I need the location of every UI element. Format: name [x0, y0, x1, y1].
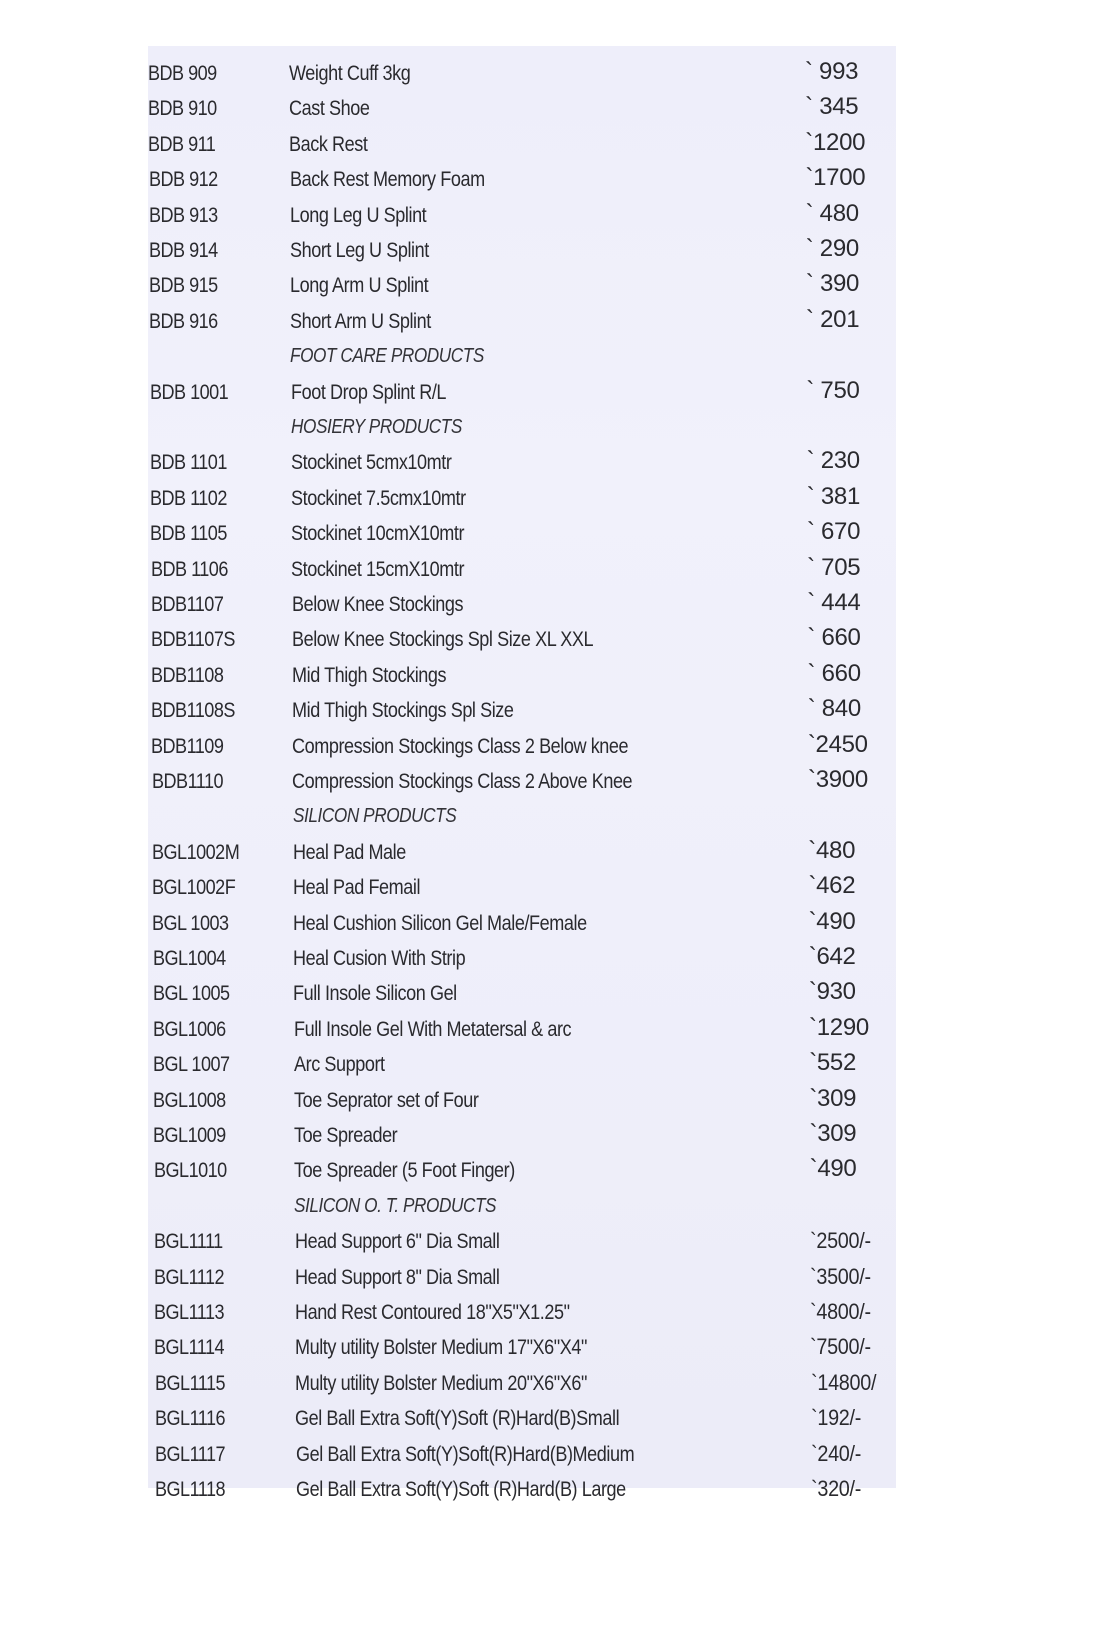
item-description: Full Insole Silicon Gel: [293, 982, 458, 1006]
price-list-item-row: [148, 907, 896, 946]
section-heading-row: [148, 345, 896, 379]
item-code: BGL1010: [153, 1159, 227, 1183]
price-list-item-row: [148, 1120, 896, 1158]
item-description: Foot Drop Splint R/L: [290, 380, 446, 404]
price-list-item-row: [148, 93, 896, 131]
price-list-item-row: [148, 1336, 896, 1370]
item-price: `552: [809, 1049, 857, 1077]
item-code: BGL1111: [153, 1230, 223, 1254]
price-list-item-row: [148, 376, 896, 415]
item-code: BDB 1102: [150, 486, 228, 510]
item-price: `480: [808, 836, 856, 864]
item-code: BGL1118: [155, 1478, 226, 1501]
item-price: `3900: [808, 766, 868, 793]
price-list-item-row: [148, 872, 896, 910]
item-code: BDB1108: [151, 663, 224, 687]
item-description: Toe Spreader (5 Foot Finger): [294, 1159, 516, 1183]
price-list-item-row: [148, 1155, 896, 1193]
item-description: Mid Thigh Stockings: [291, 663, 446, 687]
item-description: Weight Cuff 3kg: [289, 62, 411, 85]
item-code: BGL 1005: [152, 982, 230, 1006]
price-list-item-row: [148, 695, 896, 733]
item-code: BGL1116: [154, 1407, 225, 1431]
item-price: ` 705: [807, 553, 861, 581]
item-code: BDB1107: [150, 593, 224, 616]
item-price: `14800/: [810, 1369, 876, 1395]
item-description: Stockinet 15cmX10mtr: [291, 557, 465, 581]
price-list-item-row: [148, 199, 896, 238]
item-code: BGL1113: [154, 1301, 225, 1324]
item-description: Stockinet 7.5cmx10mtr: [291, 486, 466, 510]
price-list-item-row: [148, 1013, 896, 1052]
item-description: Heal Pad Femail: [292, 876, 420, 900]
item-description: Mid Thigh Stockings Spl Size: [292, 699, 514, 723]
item-description: Back Rest Memory Foam: [289, 168, 485, 192]
price-list-item-row: [148, 128, 896, 167]
item-description: Toe Spreader: [294, 1124, 398, 1147]
item-code: BDB 913: [148, 203, 218, 227]
item-price: ` 480: [805, 199, 859, 227]
item-price: `240/-: [810, 1440, 861, 1466]
item-description: Below Knee Stockings: [291, 593, 463, 616]
section-heading-row: [148, 805, 896, 839]
item-description: Arc Support: [293, 1053, 385, 1077]
item-code: BDB 914: [148, 239, 218, 262]
price-list-item-row: [148, 1263, 896, 1300]
item-description: Gel Ball Extra Soft(Y)Soft(R)Hard(B)Medium: [295, 1442, 634, 1466]
item-price: ` 230: [806, 447, 860, 475]
item-price: `490: [808, 907, 856, 935]
price-list-item-row: [148, 447, 896, 485]
price-list-page: [148, 46, 896, 1501]
item-description: Back Rest: [289, 132, 368, 156]
item-description: Compression Stockings Class 2 Above Knee: [292, 770, 633, 793]
price-list-item-row: [148, 553, 896, 592]
item-price: `490: [809, 1155, 857, 1183]
item-code: BGL1004: [152, 947, 226, 970]
price-list-item-row: [148, 1440, 896, 1477]
item-code: BGL1008: [153, 1088, 226, 1112]
item-code: BGL 1003: [152, 911, 229, 935]
item-code: BDB 915: [149, 274, 218, 298]
item-price: ` 444: [807, 589, 861, 616]
item-description: Gel Ball Extra Soft(Y)Soft (R)Hard(B)Small: [295, 1407, 620, 1431]
item-code: BDB 916: [149, 309, 218, 333]
section-heading-row: [148, 1195, 896, 1229]
item-description: Long Leg U Splint: [289, 203, 426, 227]
item-code: BGL1009: [153, 1124, 227, 1147]
item-price: `2450: [807, 730, 868, 758]
item-description: Short Arm U Splint: [290, 309, 431, 333]
item-description: Multy utility Bolster Medium 17"X6"X4": [295, 1336, 588, 1360]
item-description: Heal Cushion Silicon Gel Male/Female: [293, 911, 587, 935]
item-price: ` 381: [806, 482, 861, 510]
item-description: Heal Pad Male: [292, 840, 406, 864]
price-list-item-row: [148, 624, 896, 662]
item-price: ` 390: [805, 270, 860, 298]
item-code: BGL1117: [155, 1442, 226, 1466]
price-list-item-row: [148, 270, 896, 308]
item-description: Long Arm U Splint: [290, 274, 429, 298]
item-price: `1290: [809, 1013, 869, 1041]
price-list-item-row: [148, 730, 896, 769]
item-description: Below Knee Stockings Spl Size XL XXL: [291, 628, 593, 652]
item-price: ` 670: [806, 518, 861, 546]
item-code: BDB 1105: [150, 522, 228, 546]
item-code: BDB 1106: [150, 557, 228, 581]
item-price: ` 660: [807, 624, 861, 652]
item-price: `7500/-: [810, 1334, 872, 1360]
item-price: `930: [808, 978, 856, 1006]
item-description: Multy utility Bolster Medium 20"X6"X6": [295, 1371, 588, 1395]
price-list-item-row: [148, 1084, 896, 1123]
item-code: BGL1006: [152, 1017, 226, 1041]
item-code: BGL 1007: [153, 1053, 230, 1077]
item-code: BDB1110: [151, 770, 223, 793]
item-price: `1200: [805, 128, 866, 156]
item-description: Short Leg U Splint: [289, 239, 429, 262]
item-price: ` 290: [805, 235, 859, 262]
item-price: ` 840: [807, 695, 861, 723]
item-description: Gel Ball Extra Soft(Y)Soft (R)Hard(B) Large: [295, 1478, 626, 1501]
price-list-item-row: [148, 1407, 896, 1441]
item-price: `642: [808, 943, 856, 970]
item-description: Heal Cusion With Strip: [293, 947, 466, 970]
price-list-item-row: [148, 766, 896, 804]
section-title: SILICON O. T. PRODUCTS: [294, 1194, 497, 1217]
item-price: ` 993: [805, 58, 859, 85]
item-code: BDB 909: [148, 62, 217, 85]
item-price: `309: [809, 1084, 857, 1112]
item-code: BDB1108S: [151, 699, 236, 723]
item-description: Hand Rest Contoured 18"X5"X1.25": [294, 1301, 570, 1324]
price-list-item-row: [148, 164, 896, 202]
item-price: ` 345: [805, 93, 859, 121]
item-price: `2500/-: [809, 1228, 871, 1254]
section-title: SILICON PRODUCTS: [292, 805, 456, 828]
price-list-item-row: [148, 1049, 896, 1087]
price-list-item-row: [148, 589, 896, 627]
price-list-item-row: [148, 1369, 896, 1406]
item-description: Compression Stockings Class 2 Below knee: [292, 734, 629, 758]
item-code: BDB 912: [148, 168, 218, 192]
price-list-item-row: [148, 978, 896, 1016]
item-price: ` 660: [807, 659, 861, 687]
price-list-item-row: [148, 943, 896, 981]
item-code: BGL1002F: [152, 876, 236, 900]
price-list-item-row: [148, 235, 896, 273]
item-code: BGL1114: [154, 1336, 225, 1360]
item-code: BDB 1101: [149, 451, 227, 475]
item-description: Stockinet 10cmX10mtr: [291, 522, 465, 546]
price-list-item-row: [148, 659, 896, 698]
item-code: BGL1115: [154, 1371, 225, 1395]
section-title: FOOT CARE PRODUCTS: [290, 345, 485, 368]
item-price: ` 201: [806, 305, 860, 333]
item-description: Toe Seprator set of Four: [293, 1088, 479, 1112]
item-price: `1700: [805, 164, 866, 192]
item-description: Head Support 8" Dia Small: [294, 1265, 500, 1289]
item-price: `3500/-: [810, 1263, 871, 1289]
item-code: BDB 1001: [149, 380, 228, 404]
price-list-item-row: [148, 1478, 896, 1512]
item-price: ` 750: [806, 376, 860, 404]
item-description: Stockinet 5cmx10mtr: [290, 451, 452, 475]
item-description: Cast Shoe: [289, 97, 370, 121]
item-description: Head Support 6" Dia Small: [294, 1230, 500, 1254]
price-list-item-row: [148, 518, 896, 556]
section-heading-row: [148, 416, 896, 450]
price-list-item-row: [148, 1301, 896, 1335]
item-price: `320/-: [811, 1476, 862, 1501]
price-list-item-row: [148, 305, 896, 344]
item-code: BDB 910: [148, 97, 217, 121]
item-price: `462: [808, 872, 856, 900]
price-list-item-row: [148, 482, 896, 521]
item-description: Full Insole Gel With Metatersal & arc: [293, 1017, 571, 1041]
item-code: BGL1002M: [151, 840, 240, 864]
price-list-item-row: [148, 1230, 896, 1264]
item-code: BGL1112: [154, 1265, 225, 1289]
price-list-item-row: [148, 836, 896, 875]
item-code: BDB1109: [151, 734, 224, 758]
item-price: `309: [809, 1120, 857, 1147]
section-title: HOSIERY PRODUCTS: [290, 416, 462, 438]
price-list-item-row: [148, 58, 896, 96]
item-code: BDB1107S: [150, 628, 235, 652]
item-code: BDB 911: [148, 132, 216, 156]
item-price: `4800/-: [810, 1299, 872, 1324]
item-price: `192/-: [810, 1405, 861, 1431]
